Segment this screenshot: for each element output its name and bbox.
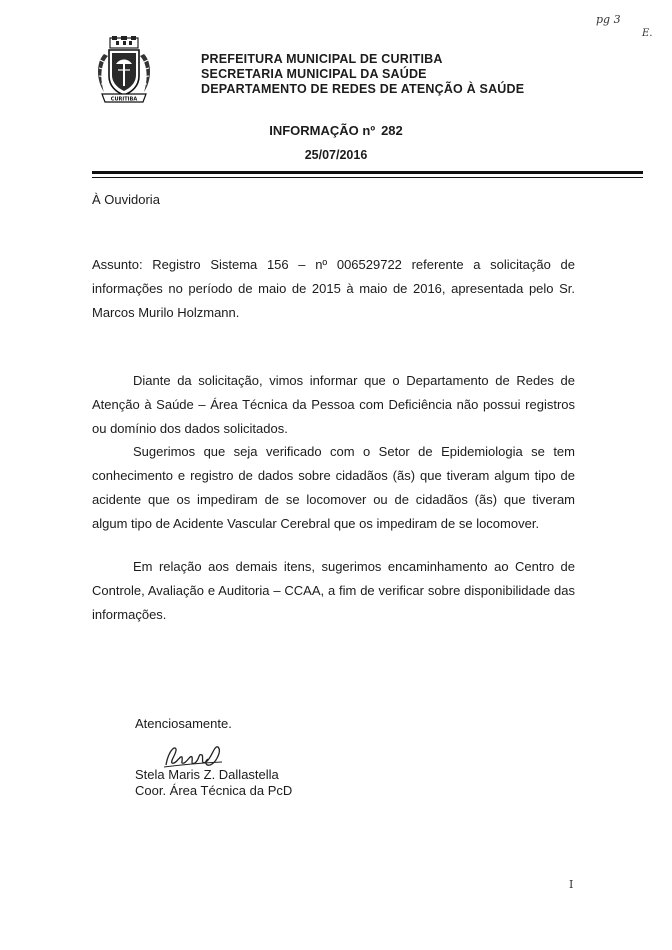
body-paragraph: Em relação aos demais itens, sugerimos encaminhamento ao Centro de Controle, Avaliação e Auditoria – CCAA, a fim de verificar sobre disponibilidade das informações.	[92, 559, 575, 622]
subject-paragraph: Assunto: Registro Sistema 156 – nº 006529722 referente a solicitação de informações no período de maio de 2015 à maio de 2016, apresentada pelo Sr. Marcos Murilo Holzmann.	[92, 257, 575, 320]
letterhead-municipality: PREFEITURA MUNICIPAL DE CURITIBA	[201, 52, 443, 66]
closing-salutation: Atenciosamente.	[135, 716, 232, 731]
document-title	[0, 123, 672, 138]
city-crest-logo	[94, 36, 154, 108]
page-mark: I	[569, 878, 574, 891]
signer-title: Coor. Área Técnica da PcD	[135, 783, 293, 798]
letterhead-department: DEPARTAMENTO DE REDES DE ATENÇÃO À SAÚDE	[201, 82, 525, 96]
signer-name: Stela Maris Z. Dallastella	[135, 767, 279, 782]
crest-ribbon-text: CURITIBA	[110, 96, 138, 103]
body-paragraph: Sugerimos que seja verificado com o Setor de Epidemiologia se tem conhecimento e registro de dados sobre cidadãos (ãs) que tiveram algum tipo de acidente que os impediram de se locomover ou de cidadãos (ãs) que tiveram algum tipo de Acidente Vascular Cerebral que os impediram de se locomover.	[92, 444, 575, 531]
header-divider-thin	[92, 177, 643, 178]
handwritten-page-annotation: pg 3	[596, 13, 621, 26]
addressee: À Ouvidoria	[92, 192, 160, 207]
letterhead	[201, 52, 524, 97]
document-date: 25/07/2016	[304, 148, 368, 162]
letterhead-secretariat: SECRETARIA MUNICIPAL DA SAÚDE	[201, 67, 427, 81]
handwritten-page-annotation-sub: E.	[642, 28, 653, 39]
info-number: 282	[381, 123, 403, 138]
body-paragraph: Diante da solicitação, vimos informar que o Departamento de Redes de Atenção à Saúde – Área Técnica da Pessoa com Deficiência não possui registros ou domínio dos dados solicitados.	[92, 373, 575, 436]
crest-icon	[94, 36, 154, 108]
header-divider-thick	[92, 171, 643, 174]
signer-block	[135, 767, 292, 799]
info-label: INFORMAÇÃO nº	[269, 123, 376, 138]
